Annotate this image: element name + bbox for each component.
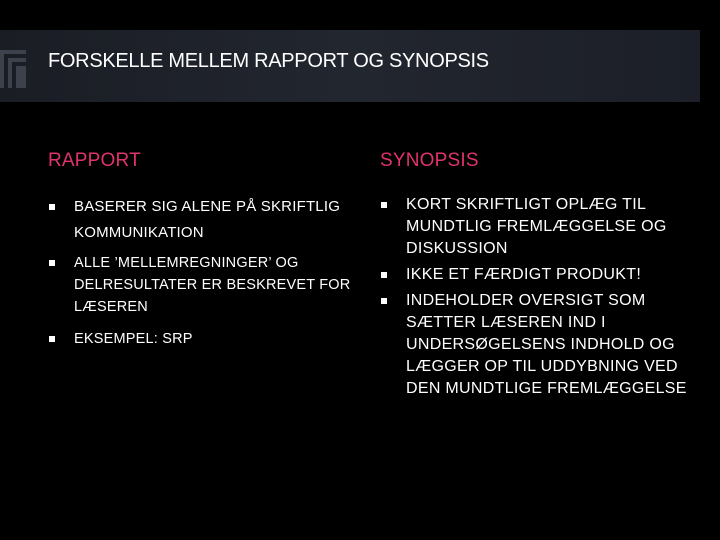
- list-item-text: KORT SKRIFTLIGT OPLÆG TIL MUNDTLIG FREMLÆGGELSE OG DISKUSSION: [406, 196, 667, 257]
- rapport-heading: RAPPORT: [48, 150, 141, 171]
- list-item-text: IKKE ET FÆRDIGT PRODUKT!: [406, 266, 642, 283]
- synopsis-column: [380, 150, 710, 404]
- list-item: [48, 328, 358, 350]
- list-item: [48, 194, 358, 246]
- list-item-text: BASERER SIG ALENE PÅ SKRIFTLIG KOMMUNIKATION: [74, 198, 341, 241]
- square-bullet-icon: [49, 260, 55, 266]
- rapport-list: [48, 194, 358, 350]
- square-bullet-icon: [381, 272, 387, 278]
- list-item: [380, 264, 710, 286]
- list-item: [380, 194, 710, 260]
- list-item-text: ALLE ’MELLEMREGNINGER’ OG DELRESULTATER ER BESKREVET FOR LÆSEREN: [74, 255, 351, 315]
- synopsis-list: [380, 194, 710, 400]
- list-item: [48, 252, 358, 318]
- square-bullet-icon: [49, 336, 55, 342]
- synopsis-heading: SYNOPSIS: [380, 150, 479, 171]
- list-item-text: EKSEMPEL: SRP: [74, 331, 193, 347]
- square-bullet-icon: [49, 204, 55, 210]
- slide-title: FORSKELLE MELLEM RAPPORT OG SYNOPSIS: [48, 50, 489, 72]
- square-bullet-icon: [381, 202, 387, 208]
- list-item: [380, 290, 710, 400]
- corner-bracket-icon: [0, 50, 26, 88]
- square-bullet-icon: [381, 298, 387, 304]
- list-item-text: INDEHOLDER OVERSIGT SOM SÆTTER LÆSEREN IND I UNDERSØGELSENS INDHOLD OG LÆGGER OP TIL UDDYBNING VED DEN MUNDTLIGE FREMLÆGGELSE: [406, 292, 687, 397]
- rapport-column: [48, 150, 358, 360]
